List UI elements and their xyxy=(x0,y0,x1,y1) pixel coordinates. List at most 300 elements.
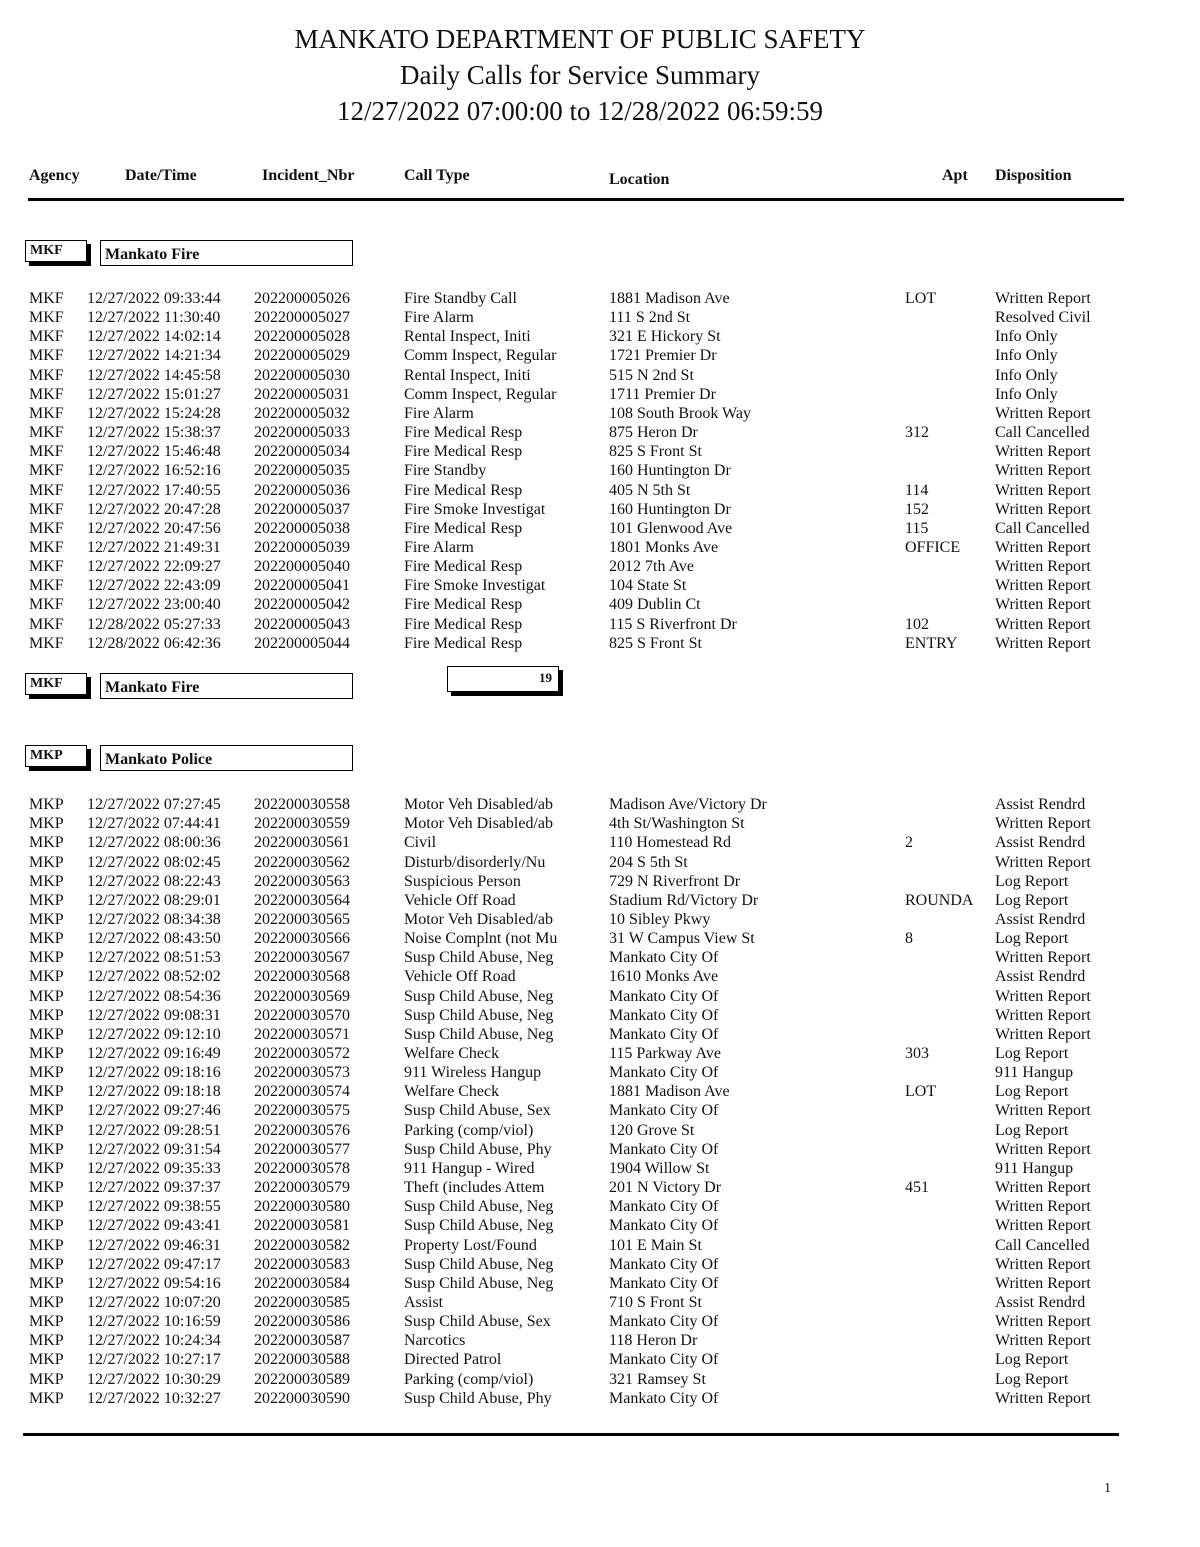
agency-cell: MKP xyxy=(29,987,64,1005)
agency-cell: MKF xyxy=(29,347,64,365)
incident-cell: 202200005026 xyxy=(254,290,350,307)
call-type-cell: Directed Patrol xyxy=(404,1351,502,1369)
agency-cell: MKP xyxy=(29,1064,64,1082)
agency-cell: MKP xyxy=(29,1102,64,1120)
disposition-cell: Written Report xyxy=(995,539,1091,556)
disposition-cell: Written Report xyxy=(995,596,1091,614)
call-type-cell: Comm Inspect, Regular xyxy=(404,385,557,403)
datetime-cell: 12/27/2022 09:54:16 xyxy=(87,1274,221,1292)
header-divider xyxy=(28,198,1124,201)
incident-cell: 202200030564 xyxy=(254,891,350,909)
call-type-cell: Vehicle Off Road xyxy=(404,968,516,986)
location-cell: Mankato City Of xyxy=(609,949,719,967)
incident-cell: 202200005042 xyxy=(254,596,350,614)
incident-cell: 202200030581 xyxy=(254,1217,350,1235)
datetime-cell: 12/27/2022 09:47:17 xyxy=(87,1255,221,1273)
apt-cell: ENTRY xyxy=(905,634,958,652)
disposition-cell: Log Report xyxy=(995,930,1069,947)
location-cell: 729 N Riverfront Dr xyxy=(609,872,741,890)
datetime-cell: 12/27/2022 14:02:14 xyxy=(87,328,221,346)
agency-cell: MKF xyxy=(29,309,64,327)
call-type-cell: Fire Alarm xyxy=(404,539,474,556)
location-cell: Mankato City Of xyxy=(609,1025,719,1043)
call-type-cell: Susp Child Abuse, Neg xyxy=(404,949,554,967)
datetime-cell: 12/27/2022 10:24:34 xyxy=(87,1332,221,1350)
call-type-cell: 911 Wireless Hangup xyxy=(404,1064,542,1082)
incident-cell: 202200030569 xyxy=(254,987,350,1005)
disposition-cell: Written Report xyxy=(995,1217,1091,1235)
page-number: 1 xyxy=(1104,1481,1111,1496)
datetime-cell: 12/27/2022 15:46:48 xyxy=(87,443,221,461)
disposition-cell: Written Report xyxy=(995,1255,1091,1273)
call-type-cell: Rental Inspect, Initi xyxy=(404,328,531,346)
agency-cell: MKP xyxy=(29,815,64,833)
datetime-cell: 12/27/2022 08:51:53 xyxy=(87,949,221,967)
datetime-cell: 12/27/2022 21:49:31 xyxy=(87,539,221,556)
disposition-cell: Written Report xyxy=(995,1389,1091,1407)
incident-cell: 202200030582 xyxy=(254,1236,350,1254)
agency-cell: MKP xyxy=(29,1083,64,1101)
datetime-cell: 12/27/2022 08:29:01 xyxy=(87,891,221,909)
disposition-cell: 911 Hangup xyxy=(995,1159,1074,1177)
location-cell: Mankato City Of xyxy=(609,1351,719,1369)
disposition-cell: Resolved Civil xyxy=(995,309,1091,327)
location-cell: 115 S Riverfront Dr xyxy=(609,615,737,633)
call-type-cell: Susp Child Abuse, Neg xyxy=(404,1025,554,1043)
location-cell: 1610 Monks Ave xyxy=(609,968,719,986)
agency-cell: MKP xyxy=(29,1179,64,1196)
incident-cell: 202200030586 xyxy=(254,1313,350,1330)
col-header-location: Location xyxy=(609,171,670,188)
col-header-agency: Agency xyxy=(29,167,80,184)
call-type-cell: Motor Veh Disabled/ab xyxy=(404,796,554,813)
table-row xyxy=(0,910,1200,929)
table-row xyxy=(0,833,1200,852)
datetime-cell: 12/27/2022 23:00:40 xyxy=(87,596,221,614)
table-row xyxy=(0,615,1200,634)
agency-cell: MKF xyxy=(29,443,64,461)
incident-cell: 202200030567 xyxy=(254,949,350,967)
disposition-cell: Log Report xyxy=(995,891,1069,909)
table-row xyxy=(0,1101,1200,1120)
datetime-cell: 12/27/2022 09:35:33 xyxy=(87,1159,221,1177)
disposition-cell: Written Report xyxy=(995,1198,1091,1216)
agency-cell: MKF xyxy=(29,539,64,556)
datetime-cell: 12/27/2022 08:43:50 xyxy=(87,930,221,947)
agency-cell: MKP xyxy=(29,1025,64,1043)
table-row xyxy=(0,1197,1200,1216)
datetime-cell: 12/27/2022 09:18:18 xyxy=(87,1083,221,1101)
call-type-cell: Susp Child Abuse, Neg xyxy=(404,1198,554,1216)
datetime-cell: 12/27/2022 15:24:28 xyxy=(87,404,221,422)
datetime-cell: 12/27/2022 09:38:55 xyxy=(87,1198,221,1216)
incident-cell: 202200030565 xyxy=(254,910,350,928)
col-header-incident: Incident_Nbr xyxy=(262,167,355,184)
location-cell: 204 S 5th St xyxy=(609,853,688,871)
table-row xyxy=(0,795,1200,814)
incident-cell: 202200005031 xyxy=(254,385,350,403)
datetime-cell: 12/27/2022 22:43:09 xyxy=(87,577,221,595)
table-row xyxy=(0,1044,1200,1063)
table-row xyxy=(0,557,1200,576)
agency-cell: MKP xyxy=(29,910,64,928)
agency-cell: MKF xyxy=(29,634,64,652)
table-row xyxy=(0,1312,1200,1331)
call-type-cell: Susp Child Abuse, Neg xyxy=(404,1006,554,1024)
disposition-cell: Info Only xyxy=(995,347,1058,365)
disposition-cell: Written Report xyxy=(995,853,1091,871)
call-type-cell: Welfare Check xyxy=(404,1083,500,1101)
location-cell: 409 Dublin Ct xyxy=(609,596,701,614)
incident-cell: 202200005034 xyxy=(254,443,350,461)
group-footer-name-fire: Mankato Fire xyxy=(100,673,353,699)
location-cell: 1711 Premier Dr xyxy=(609,385,716,403)
incident-cell: 202200005030 xyxy=(254,366,350,384)
table-row xyxy=(0,1236,1200,1255)
apt-cell: 114 xyxy=(905,481,929,499)
datetime-cell: 12/27/2022 08:00:36 xyxy=(87,834,221,852)
location-cell: 120 Grove St xyxy=(609,1121,695,1139)
table-row xyxy=(0,481,1200,500)
incident-cell: 202200005039 xyxy=(254,539,350,556)
table-row xyxy=(0,461,1200,480)
disposition-cell: Written Report xyxy=(995,577,1091,595)
incident-cell: 202200005036 xyxy=(254,481,350,499)
disposition-cell: Log Report xyxy=(995,1083,1069,1101)
table-row xyxy=(0,366,1200,385)
incident-cell: 202200005027 xyxy=(254,309,350,327)
call-type-cell: Susp Child Abuse, Sex xyxy=(404,1313,551,1330)
agency-cell: MKP xyxy=(29,1332,64,1350)
disposition-cell: Log Report xyxy=(995,872,1069,890)
incident-cell: 202200030562 xyxy=(254,853,350,871)
incident-cell: 202200005028 xyxy=(254,328,350,346)
location-cell: Mankato City Of xyxy=(609,1006,719,1024)
incident-cell: 202200030558 xyxy=(254,796,350,813)
table-row xyxy=(0,404,1200,423)
call-type-cell: Rental Inspect, Initi xyxy=(404,366,531,384)
agency-cell: MKP xyxy=(29,949,64,967)
disposition-cell: Assist Rendrd xyxy=(995,1293,1086,1311)
disposition-cell: Written Report xyxy=(995,1332,1091,1350)
table-row xyxy=(0,1178,1200,1197)
disposition-cell: Log Report xyxy=(995,1045,1069,1062)
incident-cell: 202200005037 xyxy=(254,500,350,518)
apt-cell: LOT xyxy=(905,290,937,307)
location-cell: 1881 Madison Ave xyxy=(609,290,730,307)
incident-cell: 202200005038 xyxy=(254,519,350,537)
apt-cell: 2 xyxy=(905,834,913,852)
agency-cell: MKF xyxy=(29,404,64,422)
call-type-cell: Motor Veh Disabled/ab xyxy=(404,815,554,833)
datetime-cell: 12/27/2022 11:30:40 xyxy=(87,309,221,327)
table-row xyxy=(0,1063,1200,1082)
disposition-cell: Written Report xyxy=(995,404,1091,422)
location-cell: 825 S Front St xyxy=(609,634,702,652)
col-header-disposition: Disposition xyxy=(995,167,1072,184)
apt-cell: 312 xyxy=(905,424,929,441)
datetime-cell: 12/27/2022 09:37:37 xyxy=(87,1179,221,1196)
disposition-cell: Info Only xyxy=(995,366,1058,384)
call-type-cell: Fire Smoke Investigat xyxy=(404,577,546,595)
location-cell: 10 Sibley Pkwy xyxy=(609,910,711,928)
disposition-cell: Call Cancelled xyxy=(995,1236,1090,1254)
disposition-cell: Written Report xyxy=(995,987,1091,1005)
incident-cell: 202200030588 xyxy=(254,1351,350,1369)
agency-cell: MKF xyxy=(29,424,64,441)
table-row xyxy=(0,814,1200,833)
call-type-cell: Noise Complnt (not Mu xyxy=(404,930,558,947)
datetime-cell: 12/27/2022 09:16:49 xyxy=(87,1045,221,1062)
agency-cell: MKF xyxy=(29,615,64,633)
call-type-cell: Comm Inspect, Regular xyxy=(404,347,557,365)
datetime-cell: 12/27/2022 17:40:55 xyxy=(87,481,221,499)
table-row xyxy=(0,929,1200,948)
report-subtitle: Daily Calls for Service Summary xyxy=(400,60,760,90)
table-row xyxy=(0,891,1200,910)
call-type-cell: Civil xyxy=(404,834,437,852)
location-cell: Mankato City Of xyxy=(609,1140,719,1158)
table-row xyxy=(0,1216,1200,1235)
agency-cell: MKP xyxy=(29,1370,64,1388)
table-row xyxy=(0,576,1200,595)
location-cell: 1904 Willow St xyxy=(609,1159,710,1177)
disposition-cell: Written Report xyxy=(995,634,1091,652)
disposition-cell: Written Report xyxy=(995,1140,1091,1158)
datetime-cell: 12/27/2022 09:31:54 xyxy=(87,1140,221,1158)
call-type-cell: Fire Medical Resp xyxy=(404,424,523,441)
datetime-cell: 12/27/2022 22:09:27 xyxy=(87,558,221,576)
datetime-cell: 12/27/2022 10:27:17 xyxy=(87,1351,221,1369)
incident-cell: 202200030587 xyxy=(254,1332,350,1350)
location-cell: Mankato City Of xyxy=(609,1217,719,1235)
datetime-cell: 12/27/2022 10:30:29 xyxy=(87,1370,221,1388)
group-name-fire: Mankato Fire xyxy=(100,240,353,266)
call-type-cell: Fire Standby xyxy=(404,462,487,480)
datetime-cell: 12/27/2022 08:22:43 xyxy=(87,872,221,890)
agency-cell: MKP xyxy=(29,1274,64,1292)
datetime-cell: 12/27/2022 14:45:58 xyxy=(87,366,221,384)
call-type-cell: Fire Medical Resp xyxy=(404,558,523,576)
incident-cell: 202200030577 xyxy=(254,1140,350,1158)
location-cell: 321 E Hickory St xyxy=(609,328,721,346)
datetime-cell: 12/27/2022 15:38:37 xyxy=(87,424,221,441)
location-cell: 4th St/Washington St xyxy=(609,815,745,833)
datetime-cell: 12/27/2022 08:54:36 xyxy=(87,987,221,1005)
table-row xyxy=(0,500,1200,519)
agency-cell: MKP xyxy=(29,1045,64,1062)
disposition-cell: Written Report xyxy=(995,462,1091,480)
incident-cell: 202200030579 xyxy=(254,1179,350,1196)
call-type-cell: Property Lost/Found xyxy=(404,1236,537,1254)
disposition-cell: Written Report xyxy=(995,1006,1091,1024)
table-row xyxy=(0,346,1200,365)
datetime-cell: 12/27/2022 09:33:44 xyxy=(87,290,221,307)
incident-cell: 202200005040 xyxy=(254,558,350,576)
apt-cell: 303 xyxy=(905,1045,929,1062)
table-row xyxy=(0,1006,1200,1025)
table-row xyxy=(0,1140,1200,1159)
agency-cell: MKF xyxy=(29,558,64,576)
table-row xyxy=(0,1121,1200,1140)
disposition-cell: Assist Rendrd xyxy=(995,796,1086,813)
table-row xyxy=(0,1274,1200,1293)
agency-cell: MKP xyxy=(29,1255,64,1273)
agency-cell: MKP xyxy=(29,872,64,890)
agency-cell: MKP xyxy=(29,1217,64,1235)
agency-cell: MKP xyxy=(29,834,64,852)
incident-cell: 202200030574 xyxy=(254,1083,350,1101)
call-type-cell: Fire Medical Resp xyxy=(404,615,523,633)
agency-cell: MKF xyxy=(29,500,64,518)
agency-cell: MKP xyxy=(29,1198,64,1216)
disposition-cell: Log Report xyxy=(995,1121,1069,1139)
disposition-cell: Written Report xyxy=(995,500,1091,518)
agency-cell: MKP xyxy=(29,968,64,986)
incident-cell: 202200030572 xyxy=(254,1045,350,1062)
disposition-cell: Info Only xyxy=(995,328,1058,346)
location-cell: 1801 Monks Ave xyxy=(609,539,719,556)
table-row xyxy=(0,1159,1200,1178)
agency-cell: MKF xyxy=(29,385,64,403)
incident-cell: 202200005041 xyxy=(254,577,350,595)
report-title: MANKATO DEPARTMENT OF PUBLIC SAFETY xyxy=(294,24,866,54)
location-cell: Mankato City Of xyxy=(609,1389,719,1407)
datetime-cell: 12/27/2022 10:07:20 xyxy=(87,1293,221,1311)
incident-cell: 202200030570 xyxy=(254,1006,350,1024)
call-type-cell: Motor Veh Disabled/ab xyxy=(404,910,554,928)
datetime-cell: 12/27/2022 14:21:34 xyxy=(87,347,221,365)
disposition-cell: Call Cancelled xyxy=(995,519,1090,537)
call-type-cell: Theft (includes Attem xyxy=(404,1179,545,1196)
location-cell: 160 Huntington Dr xyxy=(609,462,731,480)
disposition-cell: Written Report xyxy=(995,949,1091,967)
disposition-cell: Written Report xyxy=(995,815,1091,833)
call-type-cell: Vehicle Off Road xyxy=(404,891,516,909)
incident-cell: 202200030559 xyxy=(254,815,350,833)
incident-cell: 202200030584 xyxy=(254,1274,350,1292)
datetime-cell: 12/27/2022 08:52:02 xyxy=(87,968,221,986)
agency-cell: MKF xyxy=(29,577,64,595)
agency-cell: MKP xyxy=(29,1351,64,1369)
location-cell: Mankato City Of xyxy=(609,1102,719,1120)
apt-cell: ROUNDA xyxy=(905,891,974,909)
datetime-cell: 12/27/2022 09:46:31 xyxy=(87,1236,221,1254)
call-type-cell: Fire Medical Resp xyxy=(404,519,523,537)
location-cell: 118 Heron Dr xyxy=(609,1332,698,1350)
call-type-cell: Susp Child Abuse, Neg xyxy=(404,1217,554,1235)
call-type-cell: Susp Child Abuse, Neg xyxy=(404,987,554,1005)
location-cell: 31 W Campus View St xyxy=(609,930,755,947)
call-type-cell: Fire Standby Call xyxy=(404,290,517,307)
location-cell: Mankato City Of xyxy=(609,1064,719,1082)
disposition-cell: Log Report xyxy=(995,1370,1069,1388)
agency-cell: MKF xyxy=(29,290,64,307)
incident-cell: 202200030583 xyxy=(254,1255,350,1273)
incident-cell: 202200030576 xyxy=(254,1121,350,1139)
location-cell: 1721 Premier Dr xyxy=(609,347,717,365)
location-cell: Mankato City Of xyxy=(609,1255,719,1273)
call-type-cell: Fire Alarm xyxy=(404,404,474,422)
group-code-police: MKP xyxy=(25,745,87,767)
agency-cell: MKP xyxy=(29,930,64,947)
table-row xyxy=(0,1293,1200,1312)
datetime-cell: 12/27/2022 08:34:38 xyxy=(87,910,221,928)
disposition-cell: Written Report xyxy=(995,558,1091,576)
disposition-cell: Written Report xyxy=(995,1025,1091,1043)
incident-cell: 202200030575 xyxy=(254,1102,350,1120)
datetime-cell: 12/27/2022 16:52:16 xyxy=(87,462,221,480)
apt-cell: OFFICE xyxy=(905,539,961,556)
location-cell: 515 N 2nd St xyxy=(609,366,694,384)
datetime-cell: 12/28/2022 05:27:33 xyxy=(87,615,221,633)
datetime-cell: 12/27/2022 10:16:59 xyxy=(87,1313,221,1330)
call-type-cell: Susp Child Abuse, Phy xyxy=(404,1140,552,1158)
incident-cell: 202200030578 xyxy=(254,1159,350,1177)
table-row xyxy=(0,308,1200,327)
col-header-call-type: Call Type xyxy=(404,167,470,184)
agency-cell: MKF xyxy=(29,328,64,346)
call-type-cell: Narcotics xyxy=(404,1332,466,1350)
location-cell: 160 Huntington Dr xyxy=(609,500,731,518)
location-cell: 321 Ramsey St xyxy=(609,1370,706,1388)
disposition-cell: Assist Rendrd xyxy=(995,968,1086,986)
group-count-fire: 19 xyxy=(447,666,559,692)
disposition-cell: Call Cancelled xyxy=(995,424,1090,441)
table-row xyxy=(0,1350,1200,1369)
table-row xyxy=(0,967,1200,986)
agency-cell: MKF xyxy=(29,462,64,480)
location-cell: Mankato City Of xyxy=(609,1198,719,1216)
table-row xyxy=(0,1370,1200,1389)
disposition-cell: Log Report xyxy=(995,1351,1069,1369)
call-type-cell: Fire Medical Resp xyxy=(404,481,523,499)
table-row xyxy=(0,1025,1200,1044)
call-type-cell: Parking (comp/viol) xyxy=(404,1370,534,1388)
location-cell: 115 Parkway Ave xyxy=(609,1045,721,1062)
group-footer-code-fire: MKF xyxy=(25,673,87,695)
table-row xyxy=(0,1331,1200,1350)
location-cell: Mankato City Of xyxy=(609,987,719,1005)
incident-cell: 202200030590 xyxy=(254,1389,350,1407)
call-type-cell: Fire Medical Resp xyxy=(404,443,523,461)
call-type-cell: Fire Medical Resp xyxy=(404,634,523,652)
datetime-cell: 12/27/2022 09:43:41 xyxy=(87,1217,221,1235)
table-row xyxy=(0,1389,1200,1408)
table-row xyxy=(0,538,1200,557)
location-cell: Madison Ave/Victory Dr xyxy=(609,796,767,813)
call-type-cell: Susp Child Abuse, Neg xyxy=(404,1255,554,1273)
incident-cell: 202200030571 xyxy=(254,1025,350,1043)
incident-cell: 202200005029 xyxy=(254,347,350,365)
apt-cell: 115 xyxy=(905,519,929,537)
incident-cell: 202200030580 xyxy=(254,1198,350,1216)
datetime-cell: 12/27/2022 20:47:56 xyxy=(87,519,221,537)
agency-cell: MKP xyxy=(29,1293,64,1311)
location-cell: 875 Heron Dr xyxy=(609,424,698,441)
agency-cell: MKP xyxy=(29,1121,64,1139)
apt-cell: 102 xyxy=(905,615,929,633)
agency-cell: MKF xyxy=(29,519,64,537)
agency-cell: MKP xyxy=(29,1389,64,1407)
disposition-cell: 911 Hangup xyxy=(995,1064,1074,1082)
table-row xyxy=(0,634,1200,653)
call-type-cell: Disturb/disorderly/Nu xyxy=(404,853,546,871)
datetime-cell: 12/27/2022 09:18:16 xyxy=(87,1064,221,1082)
location-cell: 201 N Victory Dr xyxy=(609,1179,722,1196)
agency-cell: MKF xyxy=(29,366,64,384)
table-row xyxy=(0,385,1200,404)
